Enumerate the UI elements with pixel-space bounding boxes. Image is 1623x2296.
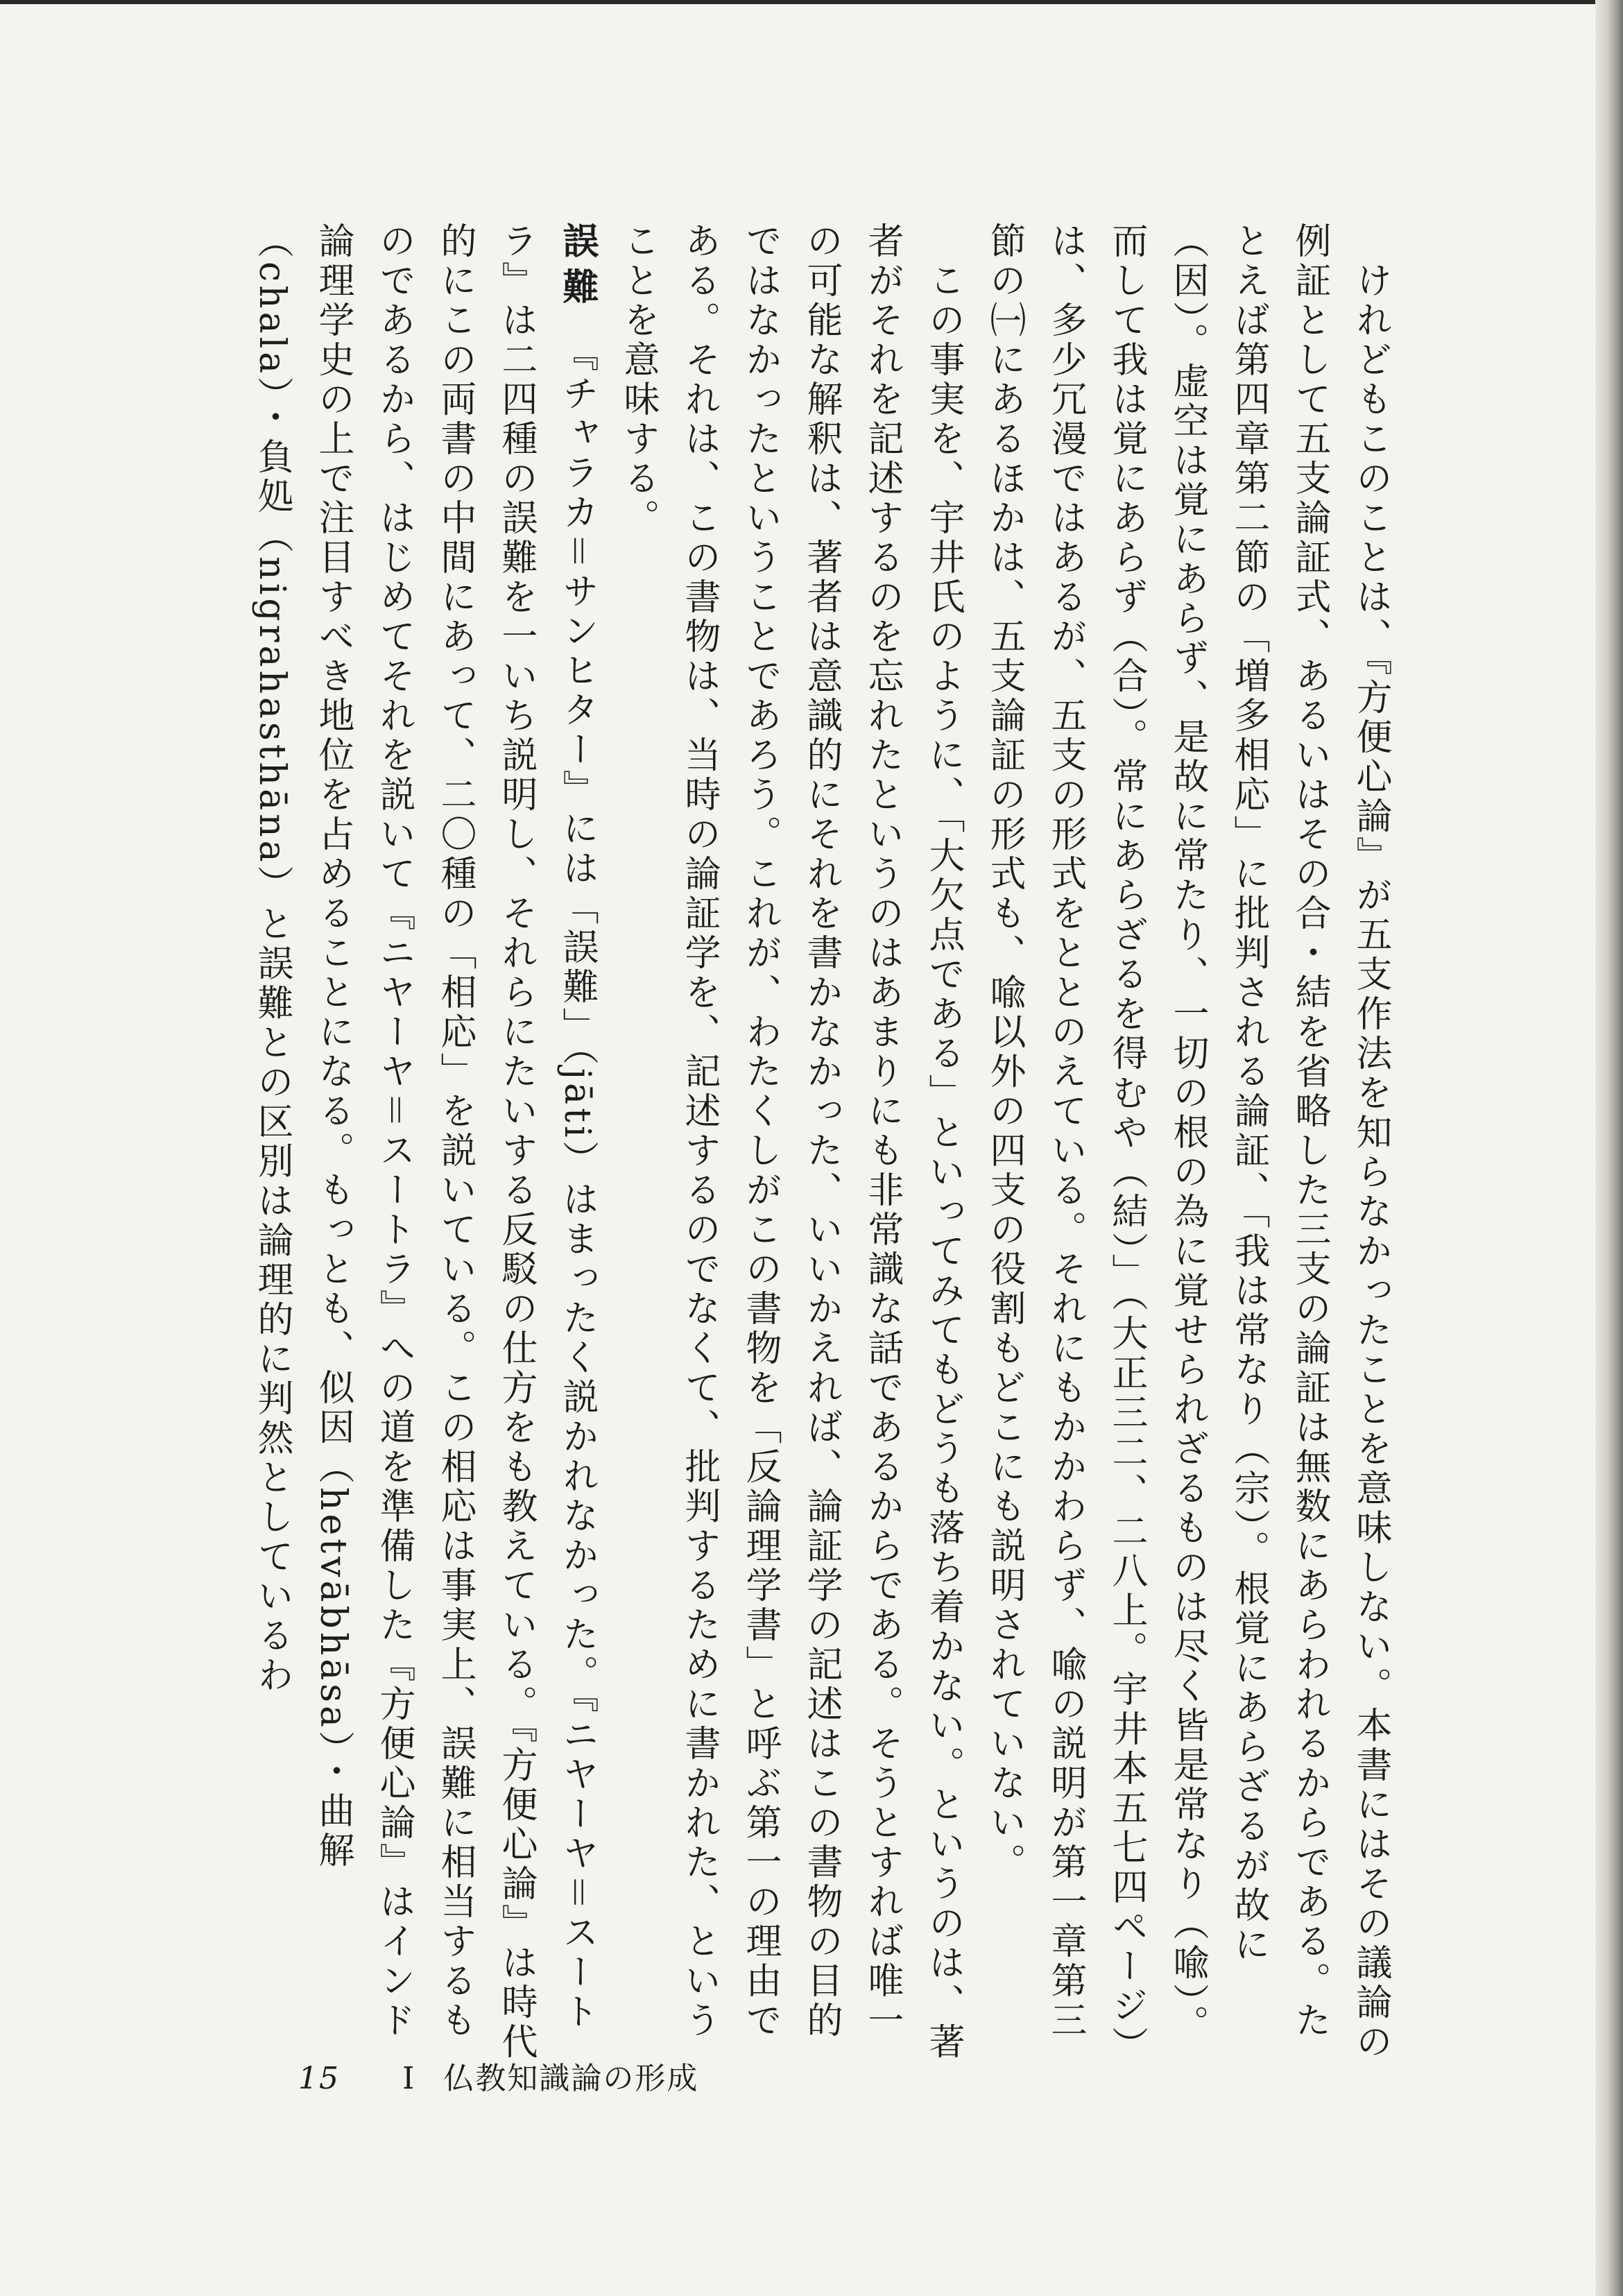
- paragraph-2: [608, 222, 974, 2067]
- running-title: 仏教知識論の形成: [443, 2061, 699, 2096]
- part-number: I: [402, 2061, 416, 2096]
- paragraph-1-text: けれどもこのことは、『方便心論』が五支作法を知らなかったことを意味しない。本書にはその議論の例証として五支論証式、あるいはその合・結を省略した三支の論証は無数にあらわれるからである。たとえば第四章第二節の「増多相応」に批判される論証、「我は常なり（宗）。根覚にあらざるが故に（因）。虚空は覚にあらず、是故に常たり、一切の根の為に覚せられざるものは尽く皆是常なり（喩）。而して我は覚にあらず（合）。常にあらざるを得むや（結）」（大正三二、二八上。宇井本五七四ページ）は、多少冗漫ではあるが、五支の形式をととのえている。それにもかかわらず、喩の説明が第一章第三節の㈠にあるほかは、五支論証の形式も、喩以外の四支の役割もどこにも説明されていない。: [984, 222, 1391, 2066]
- vertical-text-body: [241, 222, 1401, 2067]
- page-binding-edge: [1595, 0, 1623, 2296]
- page-footer: [298, 2053, 698, 2098]
- top-border: [0, 0, 1623, 4]
- paragraph-2-text: この事実を、宇井氏のように、「大欠点である」といってみてもどうも落ち着かない。というのは、著者がそれを記述するのを忘れたというのはあまりにも非常識な話であるからである。そうとすれば唯一の可能な解釈は、著者は意識的にそれを書かなかった、いいかえれば、論証学の記述はこの書物の目的ではなかったということであろう。これが、わたくしがこの書物を「反論理学書」と呼ぶ第一の理由である。それは、この書物は、当時の論証学を、記述するのでなくて、批判するために書かれた、ということを意味する。: [617, 222, 964, 2062]
- paragraph-3-text: 『チャラカ＝サンヒター』には「誤難」（jāti）はまったく説かれなかった。『ニヤーヤ＝スートラ』は二四種の誤難を一いち説明し、それらにたいする反駁の仕方をも教えている。『方便心論』は時代的にこの両書の中間にあって、二〇種の「相応」を説いている。この相応は事実上、誤難に相当するものであるから、はじめてそれを説いて『ニヤーヤ＝スートラ』への道を準備した『方便心論』はインド論理学史の上で注目すべき地位を占めることになる。もっとも、似因（hetvābhāsa）・曲解（chala）・負処（nigrahasthāna）と誤難との区別は論理的に判然としているわ: [251, 222, 598, 2062]
- paragraph-1: [974, 222, 1401, 2067]
- paragraph-3: [241, 222, 608, 2067]
- page-number: 15: [298, 2061, 340, 2096]
- section-heading: 誤難: [556, 222, 599, 314]
